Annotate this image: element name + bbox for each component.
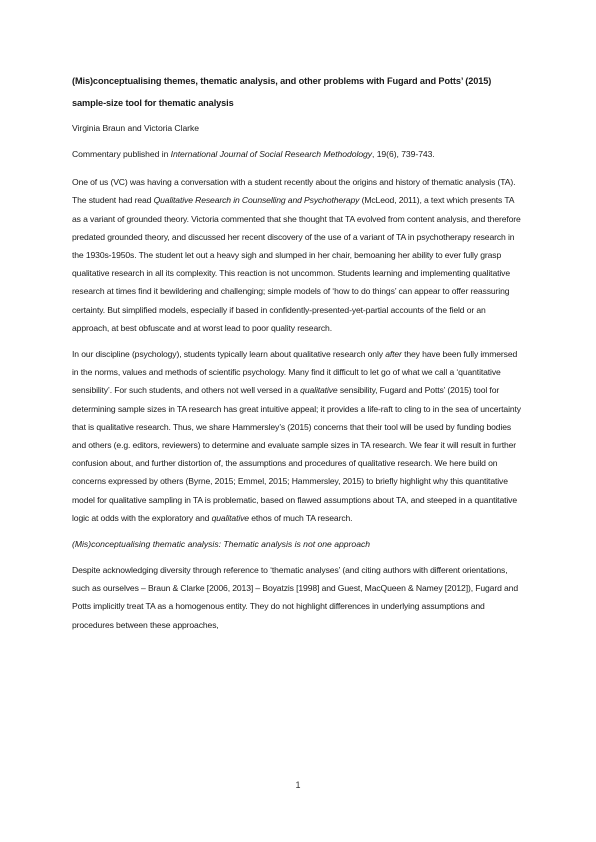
- emphasis-qualitative-2: qualitative: [211, 512, 249, 523]
- section-heading: (Mis)conceptualising thematic analysis: Thematic analysis is not one approach: [72, 539, 371, 550]
- publication-note: [72, 146, 524, 164]
- paragraph-2-text-end: ethos of much TA research.: [248, 512, 353, 523]
- publication-suffix: , 19(6), 739-743.: [372, 148, 435, 159]
- paragraph-1: [72, 173, 524, 337]
- journal-name: International Journal of Social Research Methodology: [170, 148, 373, 159]
- paragraph-2-text-cont-2: sensibility, Fugard and Potts’ (2015) tool for determining sample sizes in TA research has great intuitive appeal; it provides a life-raft to cling to in the sea of uncertainty that is qualitative research. Thus, we share Hammersley’s (2015) concerns that their tool will be used by funding bodies and others (e.g. editors, reviewers) to determine and evaluate sample sizes in TA research. We fear it will result in further confusion about, and further distortion of, the assumptions and procedures of qualitative research. We here build on concerns expressed by others (Byrne, 2015; Emmel, 2015; Hammersley, 2015) to briefly highlight why this quantitative model for qualitative sampling in TA is problematic, based on flawed assumptions about TA, and steeped in a quantitative logic at odds with the exploratory and: [72, 385, 521, 523]
- author-line: Virginia Braun and Victoria Clarke: [72, 123, 199, 133]
- emphasis-after: after: [385, 349, 402, 360]
- page-content: [72, 70, 524, 642]
- paragraph-2-text: In our discipline (psychology), students typically learn about qualitative research only: [72, 349, 386, 360]
- paragraph-2: [72, 345, 524, 527]
- page-number: 1: [295, 780, 301, 790]
- paragraph-2-text-cont: they have been fully immersed in the norms, values and methods of scientific psychology. Many find it difficult to let go of what we call a ‘quantitative sensibility’. For such students, and others not well versed in a: [72, 349, 518, 396]
- paper-title: (Mis)conceptualising themes, thematic analysis, and other problems with Fugard and Potts’ (2015) sample-size tool for thematic analysis: [72, 76, 492, 108]
- emphasis-qualitative: qualitative: [300, 385, 338, 396]
- paragraph-1-text: One of us (VC) was having a conversation with a student recently about the origins and history of thematic analysis (TA). The student had read: [72, 177, 516, 206]
- paragraph-3: Despite acknowledging diversity through reference to ‘thematic analyses’ (and citing authors with different orientations, such as ourselves – Braun & Clarke [2006, 2013] – Boyatzis [1998] and Guest, MacQueen & Namey [2012]), Fugard and Potts implicitly treat TA as a homogenous entity. They do not highlight differences in underlying assumptions and procedures between these approaches,: [72, 565, 518, 630]
- cited-book-title: Qualitative Research in Counselling and Psychotherapy: [153, 195, 360, 206]
- paragraph-1-text-cont: (McLeod, 2011), a text which presents TA as a variant of grounded theory. Victoria commented that she thought that TA evolved from content analysis, and therefore predated grounded theory, and discussed her recent discovery of the use of a variant of TA in psychotherapy research in the 1930s-1950s. The student let out a heavy sigh and slumped in her chair, bemoaning her ability to ever fully grasp qualitative research in all its complexity. This reaction is not uncommon. Students learning and implementing qualitative research at times find it bewildering and challenging; simple models of ‘how to do things’ can appear to offer reassuring certainty. But simplified models, especially if based in confidently-presented-yet-partial accounts of the field or an approach, at best obfuscate and at worst lead to poor quality research.: [72, 195, 521, 333]
- publication-prefix: Commentary published in: [72, 148, 171, 159]
